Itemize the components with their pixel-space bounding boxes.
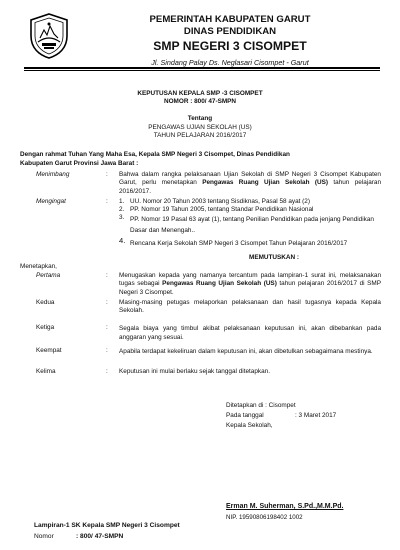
kedua-label: Kedua: [36, 299, 55, 306]
mengingat-item-3: PP. Nomor 19 Pasal 63 ayat (1), tentang Penilian Pendidikan pada jenjang Pendidikan Dasar dan Menengah..: [130, 216, 374, 234]
decree-tentang: Tentang: [187, 115, 213, 122]
decree-number: NOMOR : 800/ 47-SMPN: [163, 98, 237, 105]
tanggal-label: Pada tanggal: [226, 412, 264, 419]
kedua-text: Masing-masing petugas melaporkan pelaksanaan dan hasil tugasnya kepada Kepala Sekolah.: [119, 299, 381, 315]
menimbang-colon: :: [106, 171, 108, 178]
pertama-text: [119, 272, 381, 297]
mengingat-item-2-number: 2.: [119, 206, 125, 213]
pertama-text-c: tahun pelajaran 2016/2017 di SMP Negeri 3 Cisompet.: [119, 280, 381, 296]
letterhead-school: SMP NEGERI 3 CISOMPET: [153, 39, 307, 53]
ketiga-text: Segala biaya yang timbul akibat pelaksanaan keputusan ini, akan dibebankan pada anggaran yang sesuai.: [119, 325, 381, 341]
mengingat-item-1: UU. Nomor 20 Tahun 2003 tentang Sisdiknas, Pasal 58 ayat (2): [130, 198, 310, 205]
lampiran-nomor-label: Nomor: [34, 533, 54, 540]
pertama-label: Pertama: [36, 272, 61, 279]
mengingat-colon: :: [106, 198, 108, 205]
kedua-colon: :: [106, 299, 108, 306]
pertama-text-a: Menugaskan kepada yang namanya tercantum pada lampiran-1 surat ini, melaksanakan tugas sebagai: [119, 272, 381, 288]
menimbang-label: Menimbang: [36, 171, 70, 178]
garut-regency-logo: [28, 12, 70, 60]
menimbang-text-c: tahun pelajaran 2016/2017.: [119, 179, 381, 195]
letterhead-government: PEMERINTAH KABUPATEN GARUT: [149, 14, 311, 25]
lampiran-title: Lampiran-1 SK Kepala SMP Negeri 3 Cisompet: [34, 522, 180, 529]
preamble-line1: Dengan rahmat Tuhan Yang Maha Esa, Kepala SMP Negeri 3 Cisompet, Dinas Pendidikan: [20, 151, 290, 158]
mengingat-item-2: PP. Nomor 19 Tahun 2005, tentang Standar Pendidikan Nasional: [130, 206, 314, 213]
keempat-label: Keempat: [36, 347, 62, 354]
preamble-line2: Kabupaten Garut Provinsi Jawa Barat :: [20, 160, 139, 167]
letterhead-rule-thick: [24, 67, 380, 69]
decree-year: TAHUN PELAJARAN 2016/2017: [153, 132, 247, 139]
kelima-text: Keputusan ini mulai berlaku sejak tanggal ditetapkan.: [119, 368, 270, 375]
menimbang-text-a: Bahwa dalam rangka pelaksanaan Ujian Sekolah di SMP Negeri 3 Cisompet Kabupaten Garut, perlu menetapkan: [119, 171, 381, 187]
pertama-text-emphasis: Pengawas Ruang Ujian Sekolah (US): [162, 280, 277, 288]
decree-heading: KEPUTUSAN KEPALA SMP -3 CISOMPET: [137, 90, 263, 97]
ketiga-colon: :: [106, 324, 108, 331]
menetapkan-label: Menetapkan,: [20, 263, 57, 270]
signer-name: Erman M. Suherman, S.Pd.,M.M.Pd.: [226, 503, 344, 510]
mengingat-item-3-number: 3.: [119, 214, 125, 221]
pertama-colon: :: [106, 272, 108, 279]
letterhead-rule-thin: [24, 70, 380, 71]
keempat-colon: :: [106, 347, 108, 354]
kelima-label: Kelima: [36, 368, 56, 375]
letterhead-address: Jl. Sindang Palay Ds. Neglasari Cisompet - Garut: [151, 58, 309, 67]
letterhead-department: DINAS PENDIDIKAN: [183, 26, 277, 37]
memutuskan-heading: MEMUTUSKAN :: [249, 254, 300, 261]
mengingat-item-1-number: 1.: [119, 198, 125, 205]
mengingat-label: Mengingat: [36, 198, 66, 205]
mengingat-item-4-number: 4.: [119, 236, 126, 245]
keempat-text: Apabila terdapat kekeliruan dalam keputusan ini, akan dibetulkan sebagaimana mestinya.: [119, 348, 373, 355]
letterhead: [70, 14, 390, 68]
jabatan-kepala-sekolah: Kepala Sekolah,: [226, 422, 273, 429]
mengingat-item-4: Rencana Kerja Sekolah SMP Negeri 3 Cisompet Tahun Pelajaran 2016/2017: [130, 240, 348, 247]
lampiran-nomor-value: : 800/ 47-SMPN: [76, 533, 124, 540]
ketiga-label: Ketiga: [36, 324, 55, 331]
kelima-colon: :: [106, 368, 108, 375]
menimbang-text-emphasis: Pengawas Ruang Ujian Sekolah (US): [202, 179, 329, 187]
tanggal-value: : 3 Maret 2017: [295, 412, 337, 419]
menimbang-text: [119, 171, 381, 196]
signer-nip: NIP. 19590806198402 1002: [226, 514, 303, 521]
decree-subject: PENGAWAS UJIAN SEKOLAH (US): [148, 124, 252, 131]
ditetapkan-di: Ditetapkan di : Cisompet: [226, 402, 296, 409]
